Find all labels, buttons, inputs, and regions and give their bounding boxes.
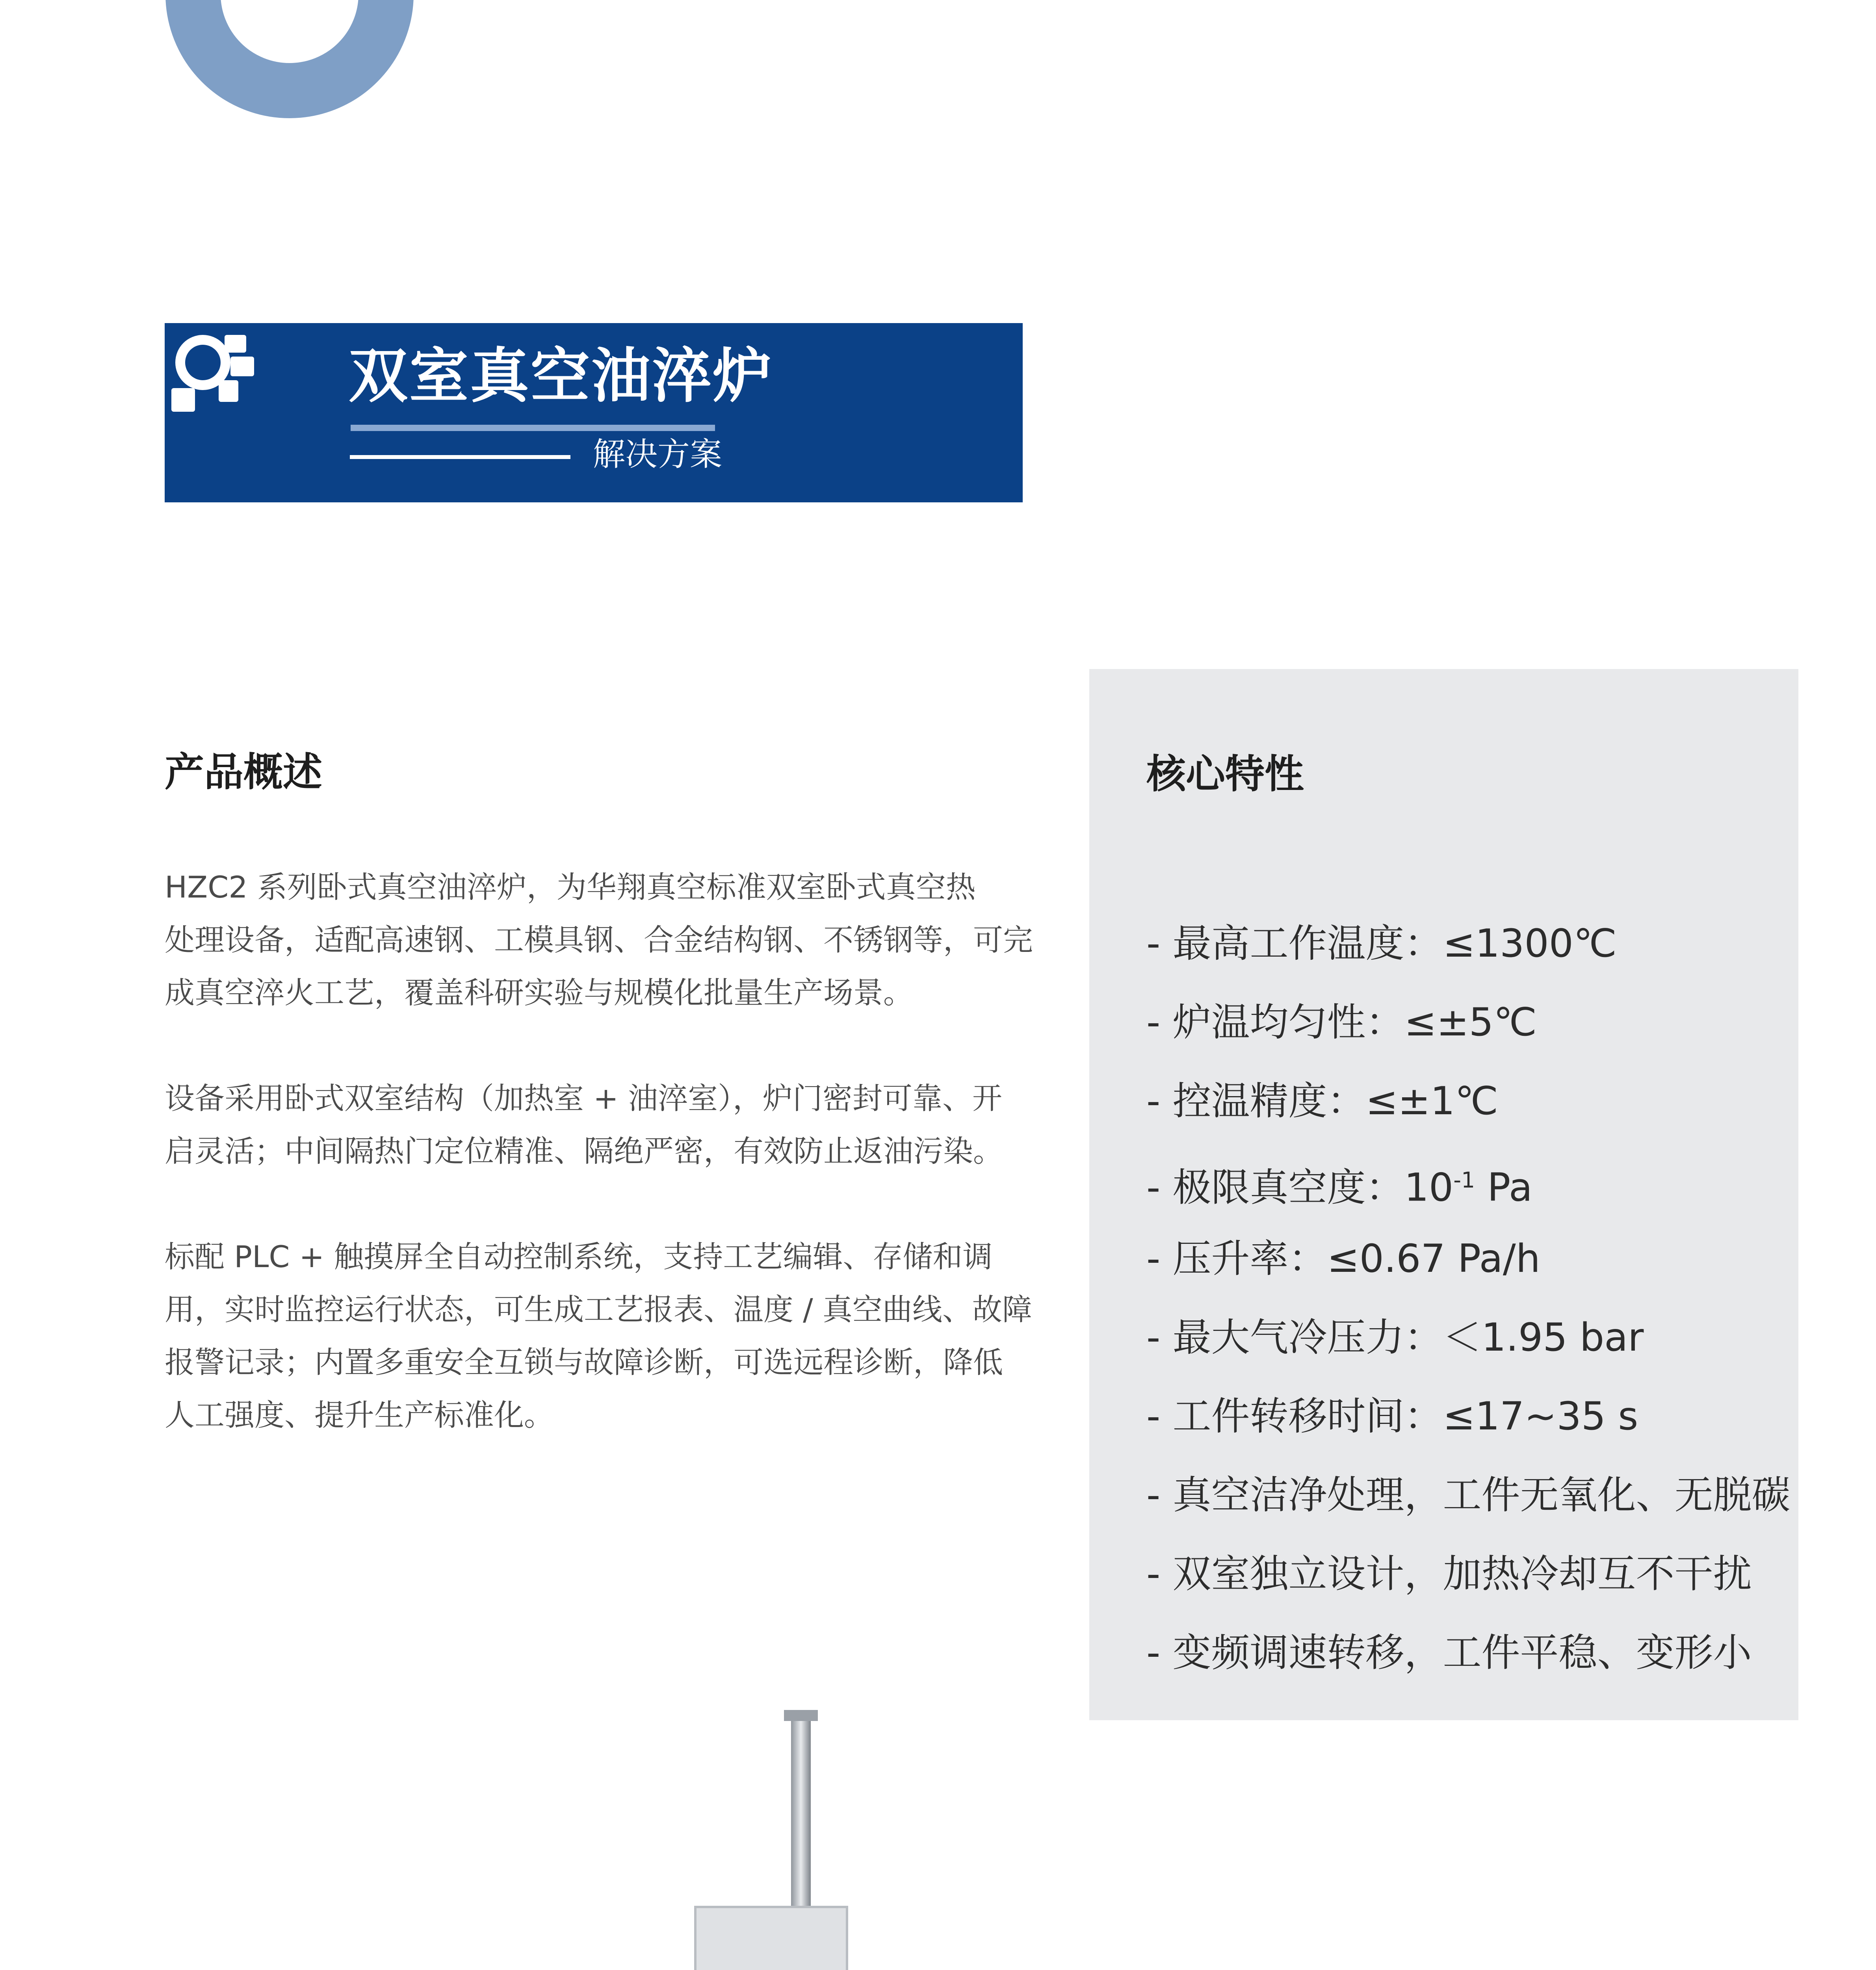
arch-mask: [150, 120, 433, 152]
overview-paragraph-2: [165, 1072, 1031, 1178]
paragraph-line: 标配 PLC + 触摸屏全自动控制系统，支持工艺编辑、存储和调: [165, 1239, 993, 1274]
feature-item: [1146, 1141, 1791, 1219]
paragraph-line: 用，实时监控运行状态，可生成工艺报表、温度 / 真空曲线、故障: [165, 1292, 1032, 1327]
decorative-arch-top: [165, 0, 414, 118]
page-subtitle: 解决方案: [593, 436, 723, 473]
features-heading: 核心特性: [1146, 751, 1304, 797]
gear-icon: [165, 325, 276, 435]
feature-item: - 变频调速转移，工件平稳、变形小: [1146, 1630, 1752, 1675]
subtitle-rule: [350, 455, 570, 459]
paragraph-line: 报警记录；内置多重安全互锁与故障诊断，可选远程诊断，降低: [165, 1345, 1003, 1380]
feature-unit: Pa: [1475, 1165, 1532, 1210]
feature-item: - 工件转移时间：≤17~35 s: [1146, 1394, 1638, 1439]
feature-exponent: -1: [1453, 1167, 1475, 1193]
feature-item: - 最大气冷压力：＜1.95 bar: [1146, 1315, 1644, 1360]
overview-paragraph-3: [165, 1230, 1031, 1442]
vacuum-furnace-illustration: [0, 1694, 1876, 1970]
feature-item: - 炉温均匀性：≤±5℃: [1146, 1000, 1537, 1045]
paragraph-line: 成真空淬火工艺，覆盖科研实验与规模化批量生产场景。: [165, 975, 913, 1010]
feature-item: - 真空洁净处理，工件无氧化、无脱碳: [1146, 1473, 1791, 1518]
overview-heading: 产品概述: [165, 749, 322, 795]
feature-item: - 控温精度：≤±1℃: [1146, 1079, 1499, 1124]
page-title: 双室真空油淬炉: [349, 342, 774, 411]
paragraph-line: 人工强度、提升生产标准化。: [165, 1398, 554, 1433]
feature-item: - 压升率：≤0.67 Pa/h: [1146, 1236, 1540, 1281]
feature-text: - 极限真空度：10: [1146, 1165, 1454, 1210]
paragraph-line: 启灵活；中间隔热门定位精准、隔绝严密，有效防止返油污染。: [165, 1134, 1003, 1169]
paragraph-line: 设备采用卧式双室结构（加热室 + 油淬室），炉门密封可靠、开: [165, 1081, 1002, 1116]
feature-item: - 最高工作温度：≤1300℃: [1146, 921, 1617, 966]
feature-item: - 双室独立设计，加热冷却互不干扰: [1146, 1552, 1752, 1596]
title-underline: [351, 425, 715, 431]
overview-body: [165, 861, 1031, 1494]
paragraph-line: HZC2 系列卧式真空油淬炉，为华翔真空标准双室卧式真空热: [165, 870, 976, 905]
paragraph-line: 处理设备，适配高速钢、工模具钢、合金结构钢、不锈钢等，可完: [165, 922, 1033, 957]
features-list: [1146, 904, 1791, 1692]
overview-paragraph-1: [165, 861, 1031, 1019]
